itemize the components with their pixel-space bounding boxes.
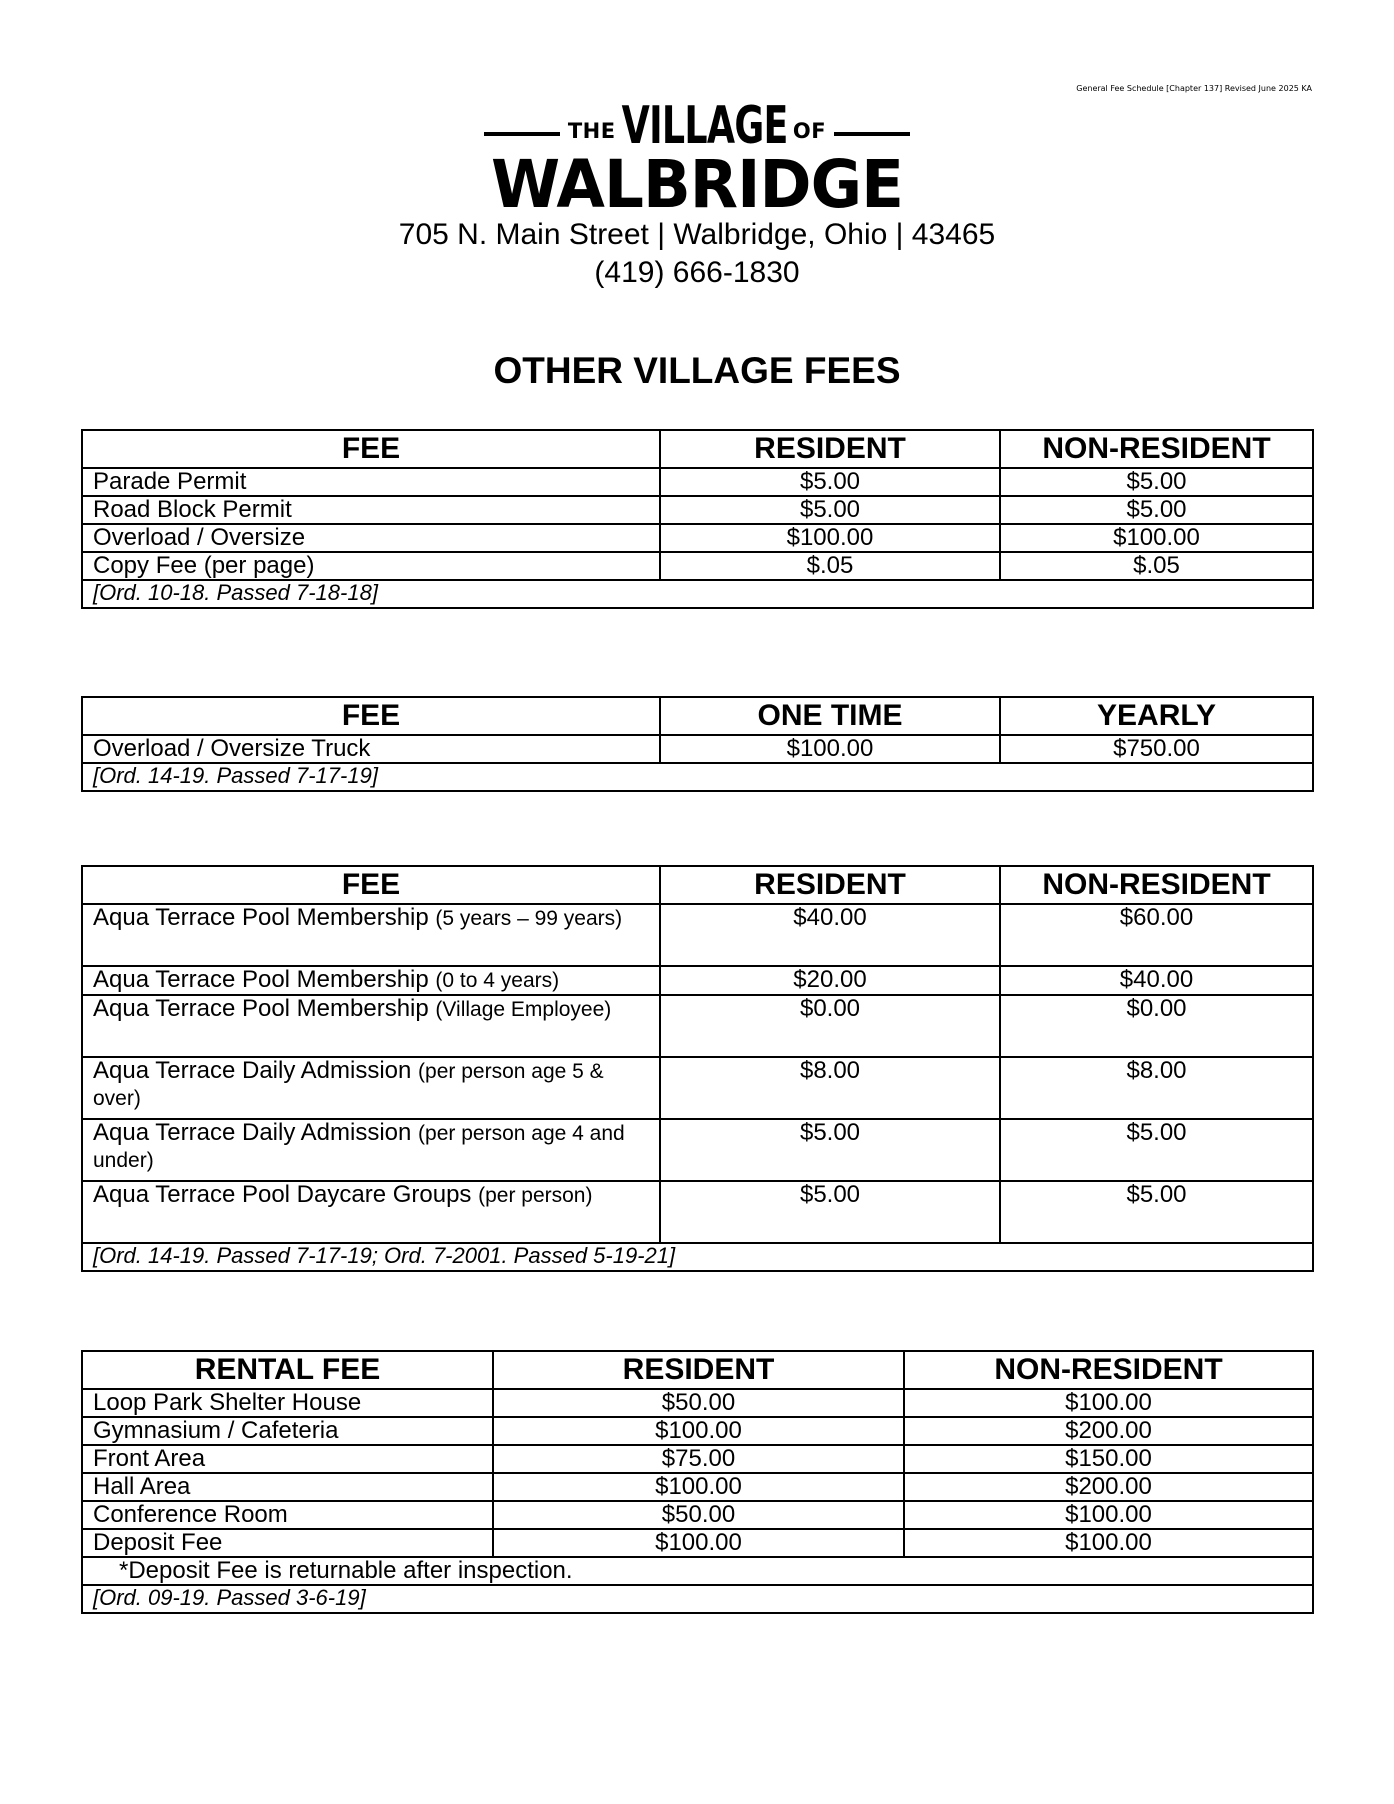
fee-name: Loop Park Shelter House (82, 1389, 493, 1417)
revision-note: General Fee Schedule [Chapter 137] Revised June 2025 KA (1076, 84, 1312, 93)
column-header: NON-RESIDENT (1000, 430, 1313, 468)
table-row (82, 524, 1313, 552)
fee-name (82, 995, 660, 1057)
ordinance-note: [Ord. 09-19. Passed 3-6-19] (82, 1585, 1313, 1613)
table-row (82, 496, 1313, 524)
nonresident-fee: $100.00 (904, 1389, 1313, 1417)
ordinance-row (82, 1585, 1313, 1613)
address-block (0, 216, 1394, 292)
fee-detail: (0 to 4 years) (435, 969, 560, 992)
nonresident-fee: $100.00 (904, 1529, 1313, 1557)
table-row (82, 735, 1313, 763)
fee-name (82, 904, 660, 966)
table-header-row (82, 430, 1313, 468)
table-header-row (82, 697, 1313, 735)
fee-table-permits (81, 429, 1314, 609)
resident-fee: $5.00 (660, 1181, 1000, 1243)
resident-fee: $20.00 (660, 966, 1000, 995)
phone-line: (419) 666-1830 (594, 256, 800, 289)
resident-fee: $5.00 (660, 496, 1000, 524)
fee-name: Parade Permit (82, 468, 660, 496)
column-header: FEE (82, 866, 660, 904)
nonresident-fee: $.05 (1000, 552, 1313, 580)
resident-fee: $0.00 (660, 995, 1000, 1057)
table-row (82, 552, 1313, 580)
page-title: OTHER VILLAGE FEES (493, 350, 901, 391)
fee-title: Aqua Terrace Pool Daycare Groups (93, 1181, 472, 1208)
fee-table-pool (81, 865, 1314, 1272)
resident-fee: $8.00 (660, 1057, 1000, 1119)
nonresident-fee: $100.00 (904, 1501, 1313, 1529)
table-row (82, 1529, 1313, 1557)
column-header: RESIDENT (660, 866, 1000, 904)
resident-fee: $.05 (660, 552, 1000, 580)
ordinance-row (82, 1243, 1313, 1271)
nonresident-fee: $200.00 (904, 1417, 1313, 1445)
nonresident-fee: $8.00 (1000, 1057, 1313, 1119)
table-row (82, 904, 1313, 966)
table-row (82, 1057, 1313, 1119)
fee-detail: (per person age 5 & over) (93, 1060, 604, 1110)
logo-rule-left (484, 132, 560, 136)
table-row (82, 1417, 1313, 1445)
table-row (82, 1389, 1313, 1417)
column-header: ONE TIME (660, 697, 1000, 735)
resident-fee: $75.00 (493, 1445, 904, 1473)
resident-fee: $5.00 (660, 1119, 1000, 1181)
column-header: YEARLY (1000, 697, 1313, 735)
ordinance-row (82, 763, 1313, 791)
one-time-fee: $100.00 (660, 735, 1000, 763)
ordinance-note: [Ord. 14-19. Passed 7-17-19; Ord. 7-2001. Passed 5-19-21] (82, 1243, 1313, 1271)
nonresident-fee: $5.00 (1000, 1181, 1313, 1243)
table-row (82, 1181, 1313, 1243)
fee-title: Aqua Terrace Pool Membership (93, 904, 429, 931)
column-header: RESIDENT (660, 430, 1000, 468)
table-row (82, 468, 1313, 496)
fee-name (82, 1181, 660, 1243)
fee-name (82, 966, 660, 995)
resident-fee: $50.00 (493, 1389, 904, 1417)
fee-title: Aqua Terrace Pool Membership (93, 995, 429, 1022)
deposit-note: *Deposit Fee is returnable after inspection. (82, 1557, 1313, 1585)
logo-of: OF (792, 119, 827, 143)
table-header-row (82, 866, 1313, 904)
address-line: 705 N. Main Street | Walbridge, Ohio | 43465 (398, 218, 996, 251)
resident-fee: $40.00 (660, 904, 1000, 966)
fee-name: Conference Room (82, 1501, 493, 1529)
fee-name (82, 1119, 660, 1181)
fee-name: Front Area (82, 1445, 493, 1473)
fee-detail: (per person) (478, 1184, 593, 1207)
fee-table-truck (81, 696, 1314, 792)
ordinance-note: [Ord. 14-19. Passed 7-17-19] (82, 763, 1313, 791)
resident-fee: $50.00 (493, 1501, 904, 1529)
resident-fee: $100.00 (493, 1417, 904, 1445)
nonresident-fee: $60.00 (1000, 904, 1313, 966)
village-logo (0, 96, 1394, 223)
resident-fee: $100.00 (660, 524, 1000, 552)
fee-detail: (5 years – 99 years) (435, 907, 623, 930)
table-row (82, 995, 1313, 1057)
fee-title: Aqua Terrace Daily Admission (93, 1119, 412, 1146)
deposit-note-row (82, 1557, 1313, 1585)
fee-name: Hall Area (82, 1473, 493, 1501)
table-row (82, 966, 1313, 995)
fee-detail: (Village Employee) (435, 998, 612, 1021)
table-row (82, 1473, 1313, 1501)
fee-name: Overload / Oversize (82, 524, 660, 552)
fee-title: Aqua Terrace Pool Membership (93, 966, 429, 993)
column-header: NON-RESIDENT (904, 1351, 1313, 1389)
ordinance-note: [Ord. 10-18. Passed 7-18-18] (82, 580, 1313, 608)
logo-village: VILLAGE (621, 96, 788, 156)
table-row (82, 1119, 1313, 1181)
column-header: FEE (82, 430, 660, 468)
fee-detail: (per person age 4 and under) (93, 1122, 625, 1172)
fee-name (82, 1057, 660, 1119)
nonresident-fee: $0.00 (1000, 995, 1313, 1057)
table-header-row (82, 1351, 1313, 1389)
fee-name: Gymnasium / Cafeteria (82, 1417, 493, 1445)
logo-the: THE (567, 119, 616, 143)
nonresident-fee: $5.00 (1000, 496, 1313, 524)
column-header: RESIDENT (493, 1351, 904, 1389)
fee-title: Aqua Terrace Daily Admission (93, 1057, 412, 1084)
nonresident-fee: $5.00 (1000, 468, 1313, 496)
ordinance-row (82, 580, 1313, 608)
fee-name: Overload / Oversize Truck (82, 735, 660, 763)
logo-name: WALBRIDGE (490, 146, 904, 223)
nonresident-fee: $200.00 (904, 1473, 1313, 1501)
nonresident-fee: $150.00 (904, 1445, 1313, 1473)
nonresident-fee: $40.00 (1000, 966, 1313, 995)
logo-rule-right (834, 132, 910, 136)
resident-fee: $5.00 (660, 468, 1000, 496)
column-header: FEE (82, 697, 660, 735)
nonresident-fee: $5.00 (1000, 1119, 1313, 1181)
resident-fee: $100.00 (493, 1473, 904, 1501)
column-header: RENTAL FEE (82, 1351, 493, 1389)
fee-name: Road Block Permit (82, 496, 660, 524)
nonresident-fee: $100.00 (1000, 524, 1313, 552)
yearly-fee: $750.00 (1000, 735, 1313, 763)
table-row (82, 1445, 1313, 1473)
column-header: NON-RESIDENT (1000, 866, 1313, 904)
resident-fee: $100.00 (493, 1529, 904, 1557)
table-row (82, 1501, 1313, 1529)
fee-name: Deposit Fee (82, 1529, 493, 1557)
fee-table-rental (81, 1350, 1314, 1614)
fee-name: Copy Fee (per page) (82, 552, 660, 580)
